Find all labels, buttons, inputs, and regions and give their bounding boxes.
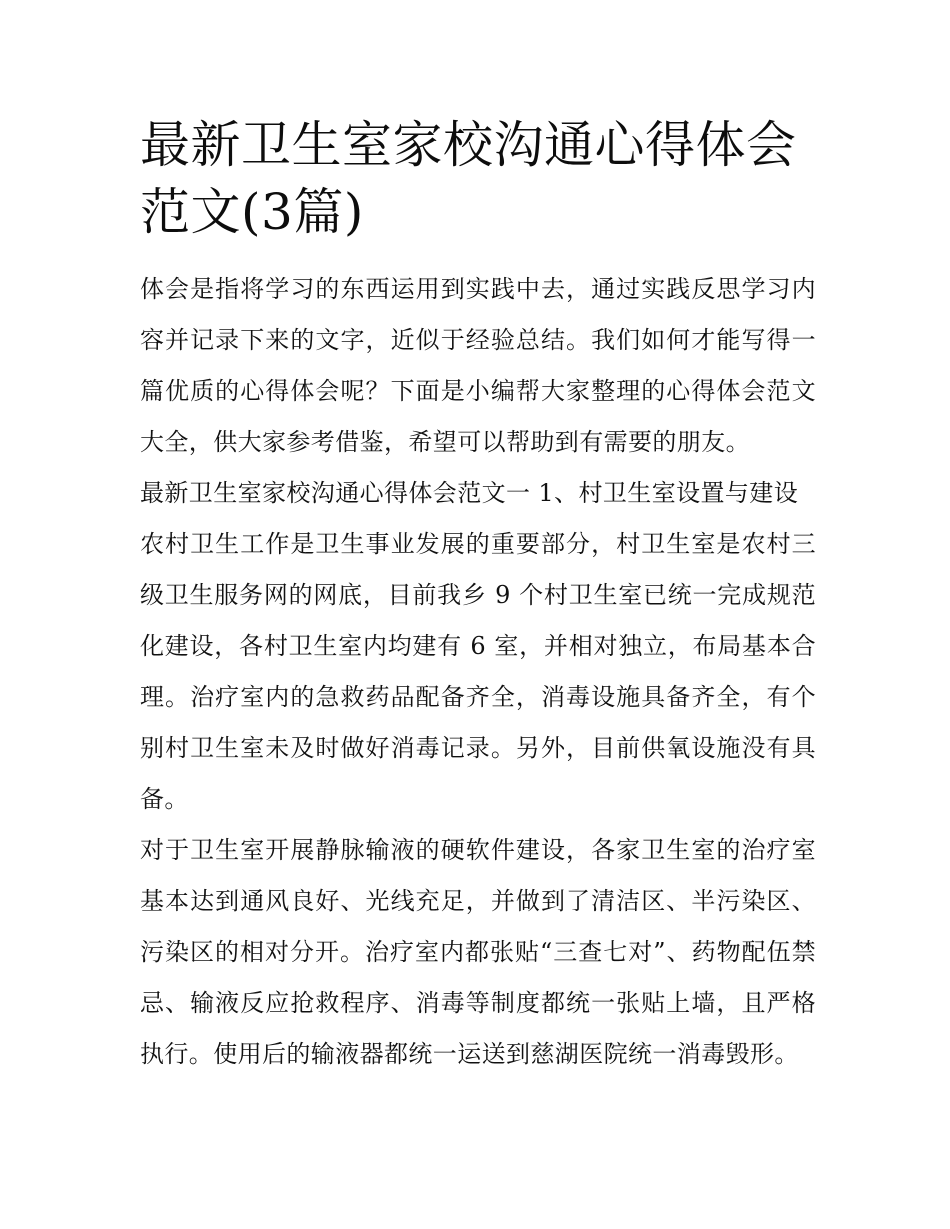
body-paragraph: 对于卫生室开展静脉输液的硬软件建设，各家卫生室的治疗室基本达到通风良好、光线充足，并做到了清洁区、半污染区、污染区的相对分开。治疗室内都张贴“三查七对”、药物配伍禁忌、输液反应抢救程序、消毒等制度都统一张贴上墙，且严格执行。使用后的输液器都统一运送到慈湖医院统一消毒毁形。 [140, 836, 816, 1068]
body-paragraph: 农村卫生工作是卫生事业发展的重要部分，村卫生室是农村三级卫生服务网的网底，目前我乡 9 个村卫生室已统一完成规范化建设，各村卫生室内均建有 6 室，并相对独立，布局基本合理。治疗室内的急救药品配备齐全，消毒设施具备齐全，有个别村卫生室未及时做好消毒记录。另外，目前供氧设施没有具备。 [140, 530, 816, 813]
section-heading-paragraph: 最新卫生室家校沟通心得体会范文一 1、村卫生室设置与建设 [140, 479, 799, 507]
document-body [140, 112, 816, 1080]
document-title: 最新卫生室家校沟通心得体会范文(3篇) [140, 116, 797, 241]
intro-paragraph: 体会是指将学习的东西运用到实践中去，通过实践反思学习内容并记录下来的文字，近似于经验总结。我们如何才能写得一篇优质的心得体会呢？下面是小编帮大家整理的心得体会范文大全，供大家参考借鉴，希望可以帮助到有需要的朋友。 [140, 275, 816, 456]
